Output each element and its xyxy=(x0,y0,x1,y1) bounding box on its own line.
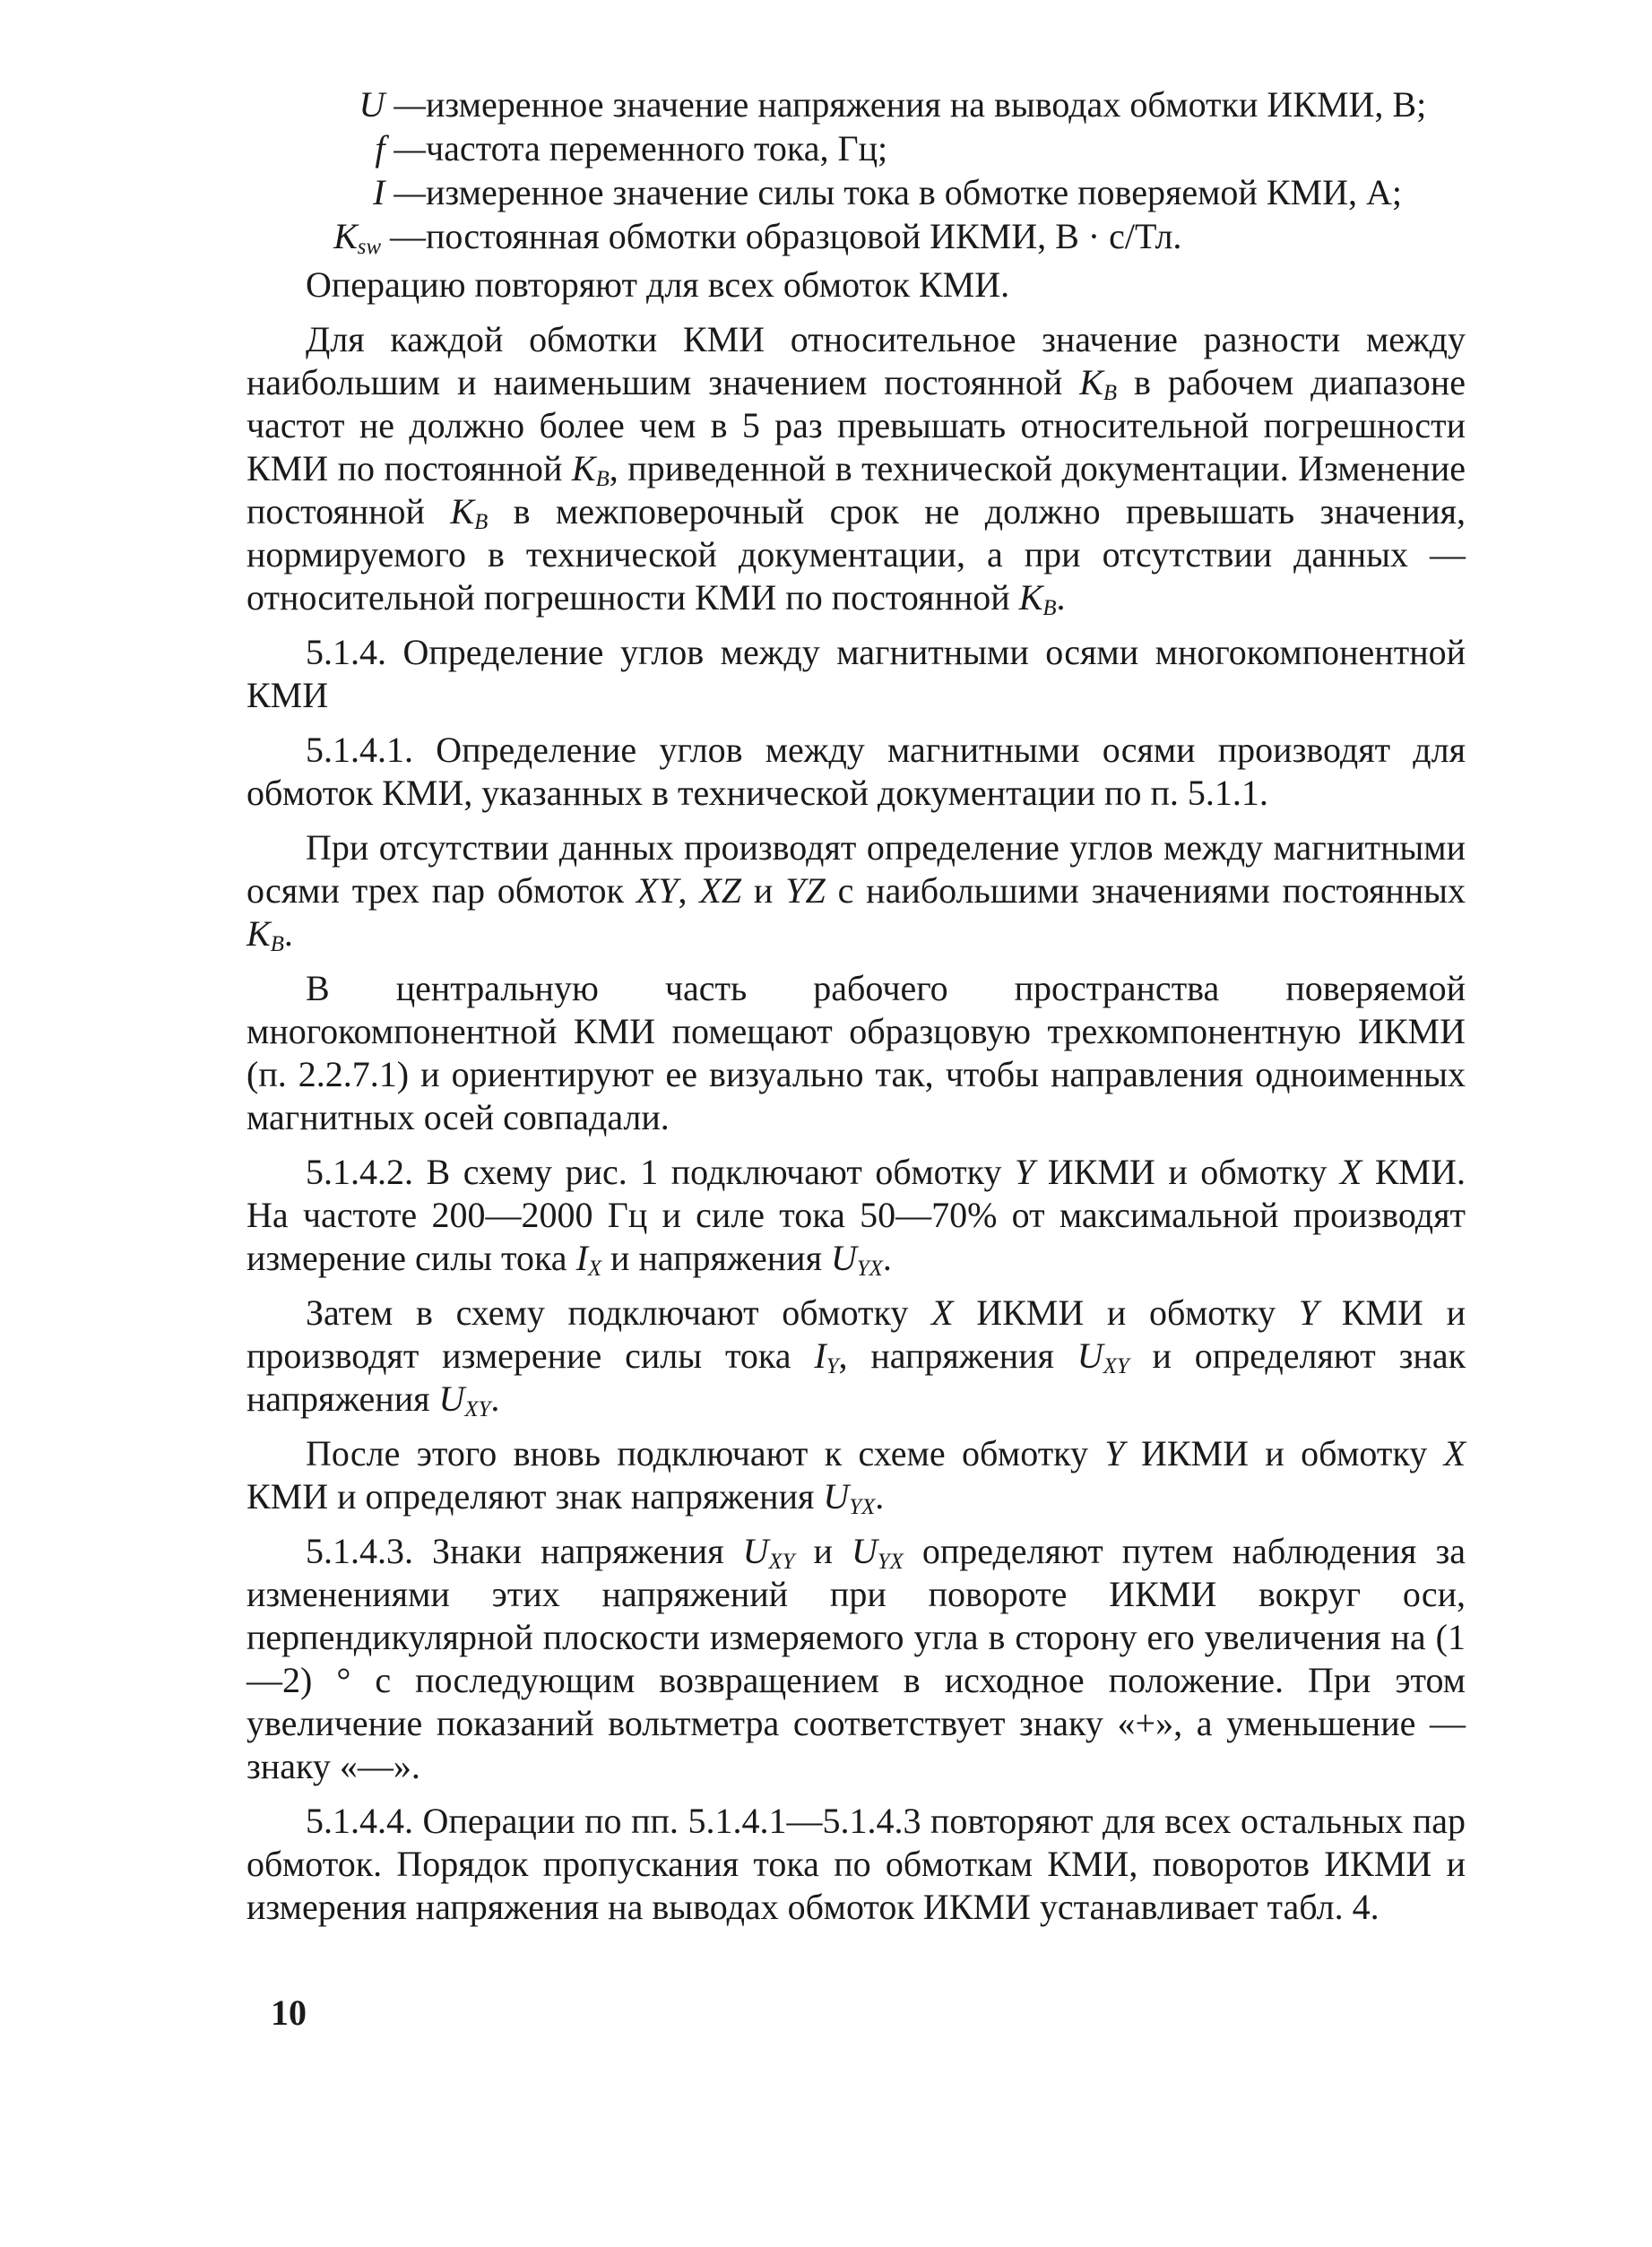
symbol-subscript: X xyxy=(587,1257,602,1282)
symbol-x: X xyxy=(931,1292,954,1333)
text-run: 5.1.4.3. Знаки напряжения xyxy=(306,1531,743,1571)
text-run: и определяют знак напряжения xyxy=(247,1335,1466,1419)
page-number: 10 xyxy=(271,1992,307,2033)
symbol-k: K xyxy=(1018,577,1043,618)
symbol-k: K xyxy=(1079,362,1103,402)
text-run: ИКМИ и обмотку xyxy=(1124,1433,1444,1474)
text-run: Для каждой обмотки КМИ относительное значение разности между наибольшим и наименьшим значением постоянной xyxy=(247,319,1466,402)
symbol-y: Y xyxy=(1298,1292,1319,1333)
symbol-subscript: Y xyxy=(826,1354,839,1379)
paragraph-then-connect xyxy=(247,1292,1466,1421)
text-run: , напряжения xyxy=(838,1335,1077,1376)
text-run: . xyxy=(490,1378,500,1419)
text-run: . xyxy=(1056,577,1066,618)
text-run: . xyxy=(882,1238,892,1278)
symbol-xz: XZ xyxy=(699,870,742,911)
symbol-y: Y xyxy=(1104,1433,1125,1474)
paragraph-absence-of-data xyxy=(247,826,1466,955)
definition-symbol: U — xyxy=(359,84,426,125)
text-run: с наибольшими значениями постоянных xyxy=(825,870,1466,911)
text-run: КМИ. На частоте 200—2000 Гц и силе тока 50—70% от максимальной производят измерение силы тока xyxy=(247,1152,1466,1278)
symbol-k: K xyxy=(247,913,271,954)
definition-text: измеренное значение силы тока в обмотке поверяемой КМИ, А; xyxy=(426,172,1402,212)
symbol-subscript: YX xyxy=(856,1257,883,1282)
symbol-subscript: XY xyxy=(1103,1354,1129,1379)
symbol-u: U xyxy=(742,1531,769,1571)
symbol-k: K xyxy=(571,448,596,488)
symbol-subscript: YX xyxy=(877,1550,904,1575)
definition-ksw xyxy=(247,214,1466,258)
definition-text: частота переменного тока, Гц; xyxy=(426,128,888,169)
symbol-k: K xyxy=(333,216,358,256)
symbol-i: I xyxy=(814,1335,826,1376)
text-run: КМИ и производят измерение силы тока xyxy=(247,1292,1466,1376)
text-run: При отсутствии данных производят определение углов между магнитными осями трех пар обмоток xyxy=(247,827,1466,911)
text-run: , xyxy=(678,870,700,911)
text-run: После этого вновь подключают к схеме обмотку xyxy=(306,1433,1105,1474)
text-run: и xyxy=(741,870,786,911)
paragraph-central-part: В центральную часть рабочего пространства поверяемой многокомпонентной КМИ помещают образцовую трехкомпонентную ИКМИ (п. 2.2.7.1) и ориентируют ее визуально так, чтобы направления одноименных магнитных осей совпадали. xyxy=(247,968,1466,1137)
paragraph-each-winding xyxy=(247,318,1466,619)
text-run: . xyxy=(875,1476,885,1517)
symbol-subscript: B xyxy=(474,510,489,535)
symbol-yz: YZ xyxy=(785,870,826,911)
text-run: и xyxy=(794,1531,852,1571)
section-5-1-4-3 xyxy=(247,1530,1466,1788)
section-5-1-4-1: 5.1.4.1. Определение углов между магнитными осями производят для обмоток КМИ, указанных в технической документации по п. 5.1.1. xyxy=(247,730,1466,813)
symbol-x: X xyxy=(1339,1152,1362,1192)
symbol-u: U xyxy=(823,1476,850,1517)
text-run: 5.1.4.2. В схему рис. 1 подключают обмотку xyxy=(306,1152,1015,1192)
symbol-subscript: B xyxy=(1103,381,1118,406)
definition-text: измеренное значение напряжения на выводах обмотки ИКМИ, В; xyxy=(426,84,1427,125)
symbol-u: U xyxy=(830,1238,857,1278)
symbol-k: K xyxy=(450,491,475,532)
text-run: Затем в схему подключают обмотку xyxy=(306,1292,932,1333)
symbol-dash: — xyxy=(381,216,426,256)
definition-text: постоянная обмотки образцовой ИКМИ, В · с/Тл. xyxy=(426,216,1182,256)
page-content xyxy=(247,82,1466,1929)
text-run: ИКМИ и обмотку xyxy=(1034,1152,1340,1192)
definition-i xyxy=(247,170,1466,214)
definition-f xyxy=(247,126,1466,170)
text-run: в рабочем диапазоне частот не должно более чем в 5 раз превышать относительной погрешности КМИ по постоянной xyxy=(247,362,1466,488)
definition-symbol xyxy=(247,214,426,258)
text-run: и напряжения xyxy=(601,1238,831,1278)
paragraph-operation-repeat: Операцию повторяют для всех обмоток КМИ. xyxy=(306,264,1010,305)
section-5-1-4-2 xyxy=(247,1151,1466,1280)
text-run: КМИ и определяют знак напряжения xyxy=(247,1476,824,1517)
section-5-1-4-heading: 5.1.4. Определение углов между магнитными осями многокомпонентной КМИ xyxy=(247,632,1466,715)
symbol-subscript: sw xyxy=(357,235,381,260)
symbol-subscript: YX xyxy=(849,1495,876,1520)
symbol-i: I xyxy=(575,1238,588,1278)
symbol-subscript: B xyxy=(1042,596,1057,621)
text-run: . xyxy=(283,913,293,954)
text-run: в межповерочный срок не должно превышать значения, нормируемого в технической документации, а при отсутствии данных — относительной погрешности КМИ по постоянной xyxy=(247,491,1466,618)
text-run: ИКМИ и обмотку xyxy=(953,1292,1299,1333)
symbol-subscript: B xyxy=(270,932,284,957)
definition-u xyxy=(247,82,1466,126)
symbol-xy: XY xyxy=(636,870,679,911)
paragraph-after-this xyxy=(247,1432,1466,1518)
definition-symbol: I — xyxy=(373,172,426,212)
symbol-x: X xyxy=(1443,1433,1466,1474)
symbol-subscript: B xyxy=(595,467,610,492)
symbol-y: Y xyxy=(1015,1152,1035,1192)
symbol-u: U xyxy=(1077,1335,1103,1376)
symbol-subscript: XY xyxy=(768,1550,795,1575)
symbol-u: U xyxy=(851,1531,878,1571)
text-run: определяют путем наблюдения за изменениями этих напряжений при повороте ИКМИ вокруг оси, перпендикулярной плоскости измеряемого угла в сторону его увеличения на (1—2) ° с последующим возвращением в исходное положение. При этом увеличение показаний вольтметра соответствует знаку «+», а уменьшение — знаку «—». xyxy=(247,1531,1466,1786)
section-5-1-4-4: 5.1.4.4. Операции по пп. 5.1.4.1—5.1.4.3 повторяют для всех остальных пар обмоток. Порядок пропускания тока по обмоткам КМИ, поворотов ИКМИ и измерения напряжения на выводах обмоток ИКМИ устанавливает табл. 4. xyxy=(247,1801,1466,1927)
symbol-u: U xyxy=(438,1378,465,1419)
text-run: , приведенной в технической документации. Изменение постоянной xyxy=(247,448,1466,532)
symbol-subscript: XY xyxy=(464,1397,491,1422)
definition-symbol: f — xyxy=(375,128,426,169)
